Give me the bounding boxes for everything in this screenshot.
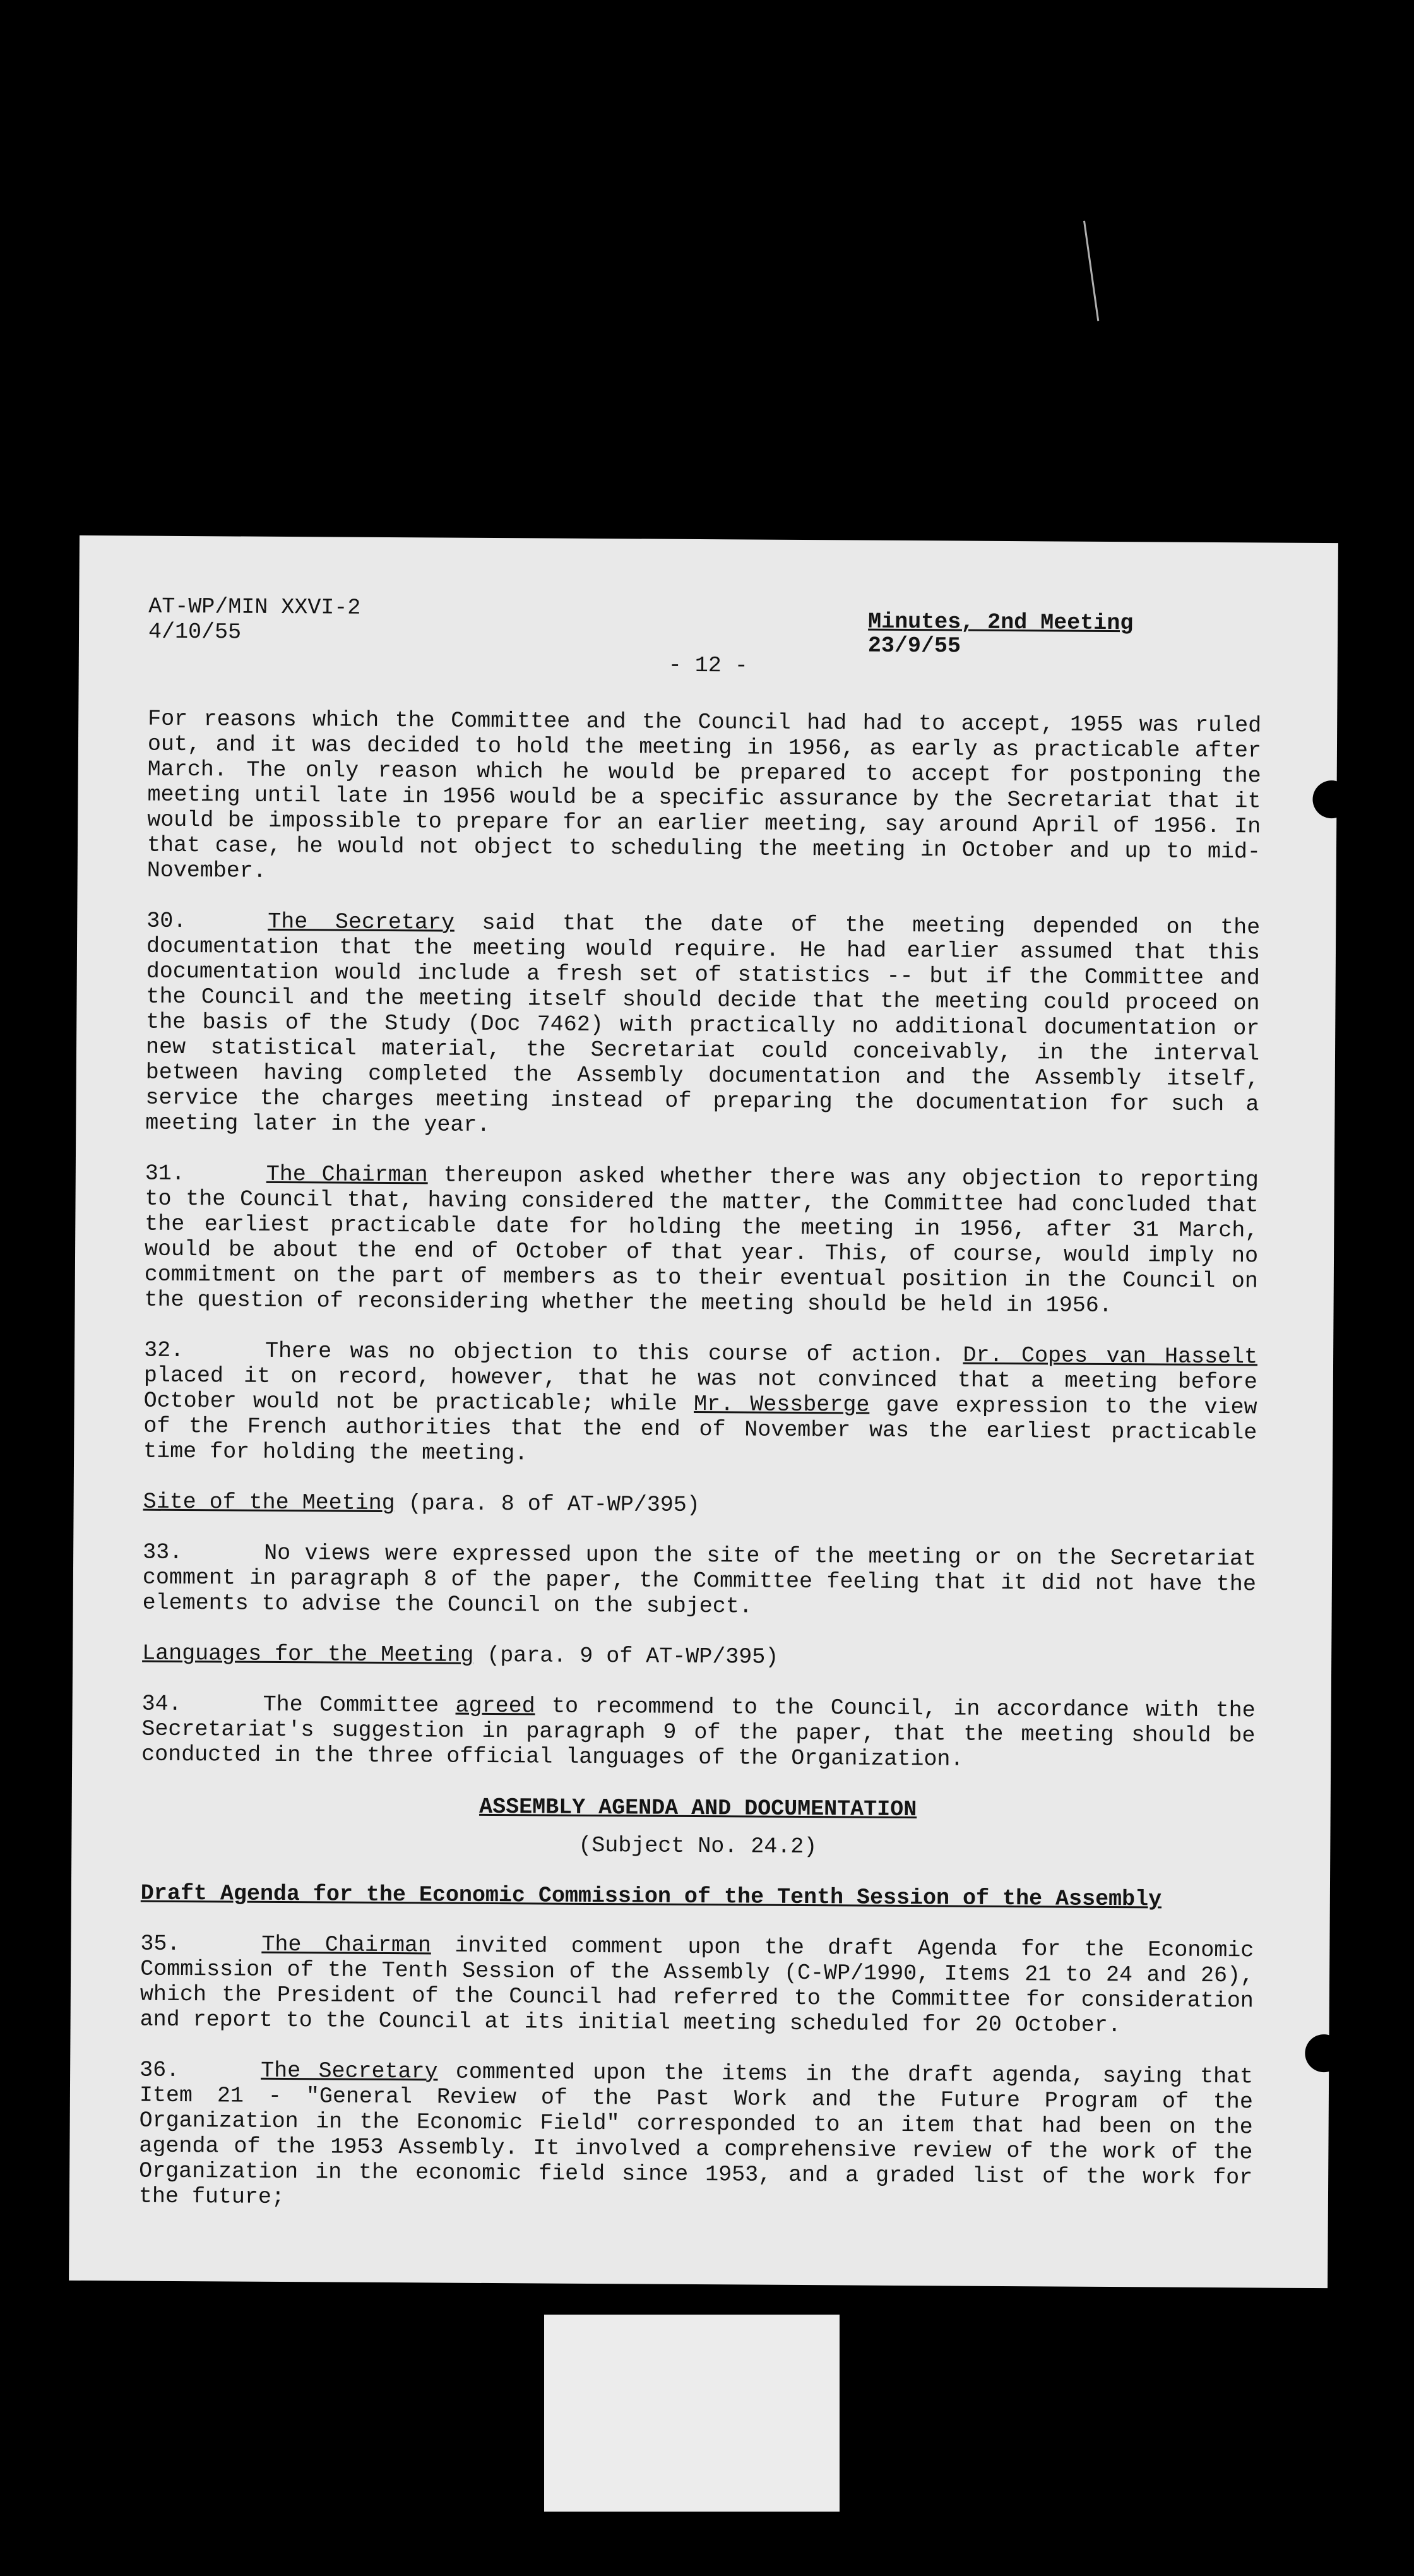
speaker: Dr. Copes van Hasselt (963, 1342, 1258, 1370)
document-reference (148, 594, 361, 646)
paragraph-text: There was no objection to this course of action. (264, 1338, 945, 1368)
section-title-text: ASSEMBLY AGENDA AND DOCUMENTATION (479, 1794, 917, 1823)
paragraph-36 (139, 2058, 1253, 2216)
subheading-site (143, 1489, 1257, 1522)
subheading-title: Site of the Meeting (143, 1489, 395, 1517)
meeting-info (868, 610, 1134, 660)
paragraph-continued: For reasons which the Committee and the Council had had to accept, 1955 was ruled out, and it was decided to hold the meeting in 1956, as early as practicable after March. The only reason which he would be prepared to accept for postponing the meeting until late in 1956 would be a specific assurance by the Secretariat that it would be impossible to prepare for an earlier meeting, say around April of 1956. In that case, he would not object to scheduling the meeting in October and up to mid-November. (146, 706, 1262, 884)
paragraph-number: 32. (143, 1337, 184, 1364)
doc-ref: AT-WP/MIN XXVI-2 (148, 593, 361, 621)
meeting-date: 23/9/55 (867, 633, 961, 659)
paragraph-text: gave expression to the view of the French authorities that the end of November was the earliest practicable time for holding the meeting. (143, 1392, 1257, 1467)
paragraph-number: 30. (146, 908, 187, 934)
subheading-ref: (para. 8 of AT-WP/395) (408, 1491, 700, 1518)
speaker: The Chairman (261, 1931, 432, 1959)
punch-hole (1312, 780, 1350, 818)
subheading-draft-agenda (141, 1881, 1254, 1913)
paragraph-31 (144, 1161, 1258, 1320)
paragraph-text: said that the date of the meeting depended on the documentation that the meeting would require. He had earlier assumed that this documentation would include a fresh set of statistics -- but if the Committee and the Council and the meeting itself should decide that the meeting could proceed on the basis of the Study (Doc 7462) with practically no additional documentation or new statistical material, the Secretariat could conceivably, in the interval between having completed the Assembly documentation and the Assembly itself, service the charges meeting instead of preparing the documentation for such a meeting later in the year. (145, 910, 1261, 1138)
subheading-title: Languages for the Meeting (142, 1640, 474, 1668)
paragraph-text: commented upon the items in the draft agenda, saying that Item 21 - "General Review of the Past Work and the Future Program of the Organization in the Economic Field" corresponded to an item that had been on the agenda of the 1953 Assembly. It involved a comprehensive review of the work of the Organization in the economic field since 1953, and a graded list of the work for the future; (138, 2059, 1254, 2210)
paragraph-number: 33. (143, 1539, 183, 1566)
paragraph-text: to recommend to the Council, in accordance with the Secretariat's suggestion in paragraph 9 of the paper, that the meeting should be conducted in the three official languages of the Organization. (141, 1693, 1256, 1772)
doc-date: 4/10/55 (148, 619, 242, 645)
speaker: Mr. Wessberge (693, 1391, 870, 1418)
section-subject: (Subject No. 24.2) (578, 1832, 817, 1860)
speaker: The Secretary (261, 2058, 438, 2085)
paragraph-number: 34. (141, 1691, 182, 1717)
film-frame-target (544, 2315, 840, 2512)
subheading-languages (142, 1641, 1256, 1673)
speaker: The Secretary (268, 909, 455, 936)
paragraph-text: No views were expressed upon the site of the meeting or on the Secretariat comment in paragraph 8 of the paper, the Committee feeling that it did not have the elements to advise the Council on the subject. (142, 1540, 1257, 1619)
document-body (139, 707, 1262, 2241)
paragraph-33 (143, 1540, 1257, 1623)
subheading-ref: (para. 9 of AT-WP/395) (487, 1642, 779, 1670)
paragraph-text: invited comment upon the draft Agenda for the Economic Commission of the Tenth Session of the Assembly (C-WP/1990, Items 21 to 24 and 26), which the President of the Council had referred to the Committee for consideration and report to the Council at its initial meeting scheduled for 20 October. (140, 1933, 1254, 2039)
punch-hole (1305, 2034, 1343, 2072)
document-page (69, 535, 1338, 2288)
paragraph-number: 35. (140, 1931, 181, 1957)
paragraph-text: placed it on record, however, that he was not convinced that a meeting before October would not be practicable; while (143, 1363, 1257, 1417)
paragraph-text: thereupon asked whether there was any objection to reporting to the Council that, having considered the matter, the Committee had concluded that the earliest practicable date for holding the meeting in 1956, after 31 March, would be about the end of October of that year. This, of course, would imply no commitment on the part of members as to their eventual position in the Council on the question of reconsidering whether the meeting should be held in 1956. (144, 1162, 1259, 1319)
page-number: - 12 - (668, 652, 748, 679)
paragraph-text: The Committee (263, 1691, 439, 1719)
paragraph-30 (145, 909, 1260, 1143)
meeting-title: Minutes, 2nd Meeting (868, 609, 1134, 636)
paragraph-32 (143, 1338, 1257, 1471)
film-scratch (1083, 220, 1104, 321)
subheading-title: Draft Agenda for the Economic Commission of the Tenth Session of the Assembly (140, 1880, 1162, 1912)
paragraph-number: 31. (145, 1160, 185, 1187)
paragraph-34 (141, 1691, 1256, 1774)
section-title (141, 1792, 1255, 1825)
agreed-word: agreed (455, 1693, 535, 1719)
speaker: The Chairman (266, 1161, 428, 1188)
paragraph-35 (140, 1931, 1254, 2039)
paragraph-number: 36. (140, 2057, 180, 2084)
